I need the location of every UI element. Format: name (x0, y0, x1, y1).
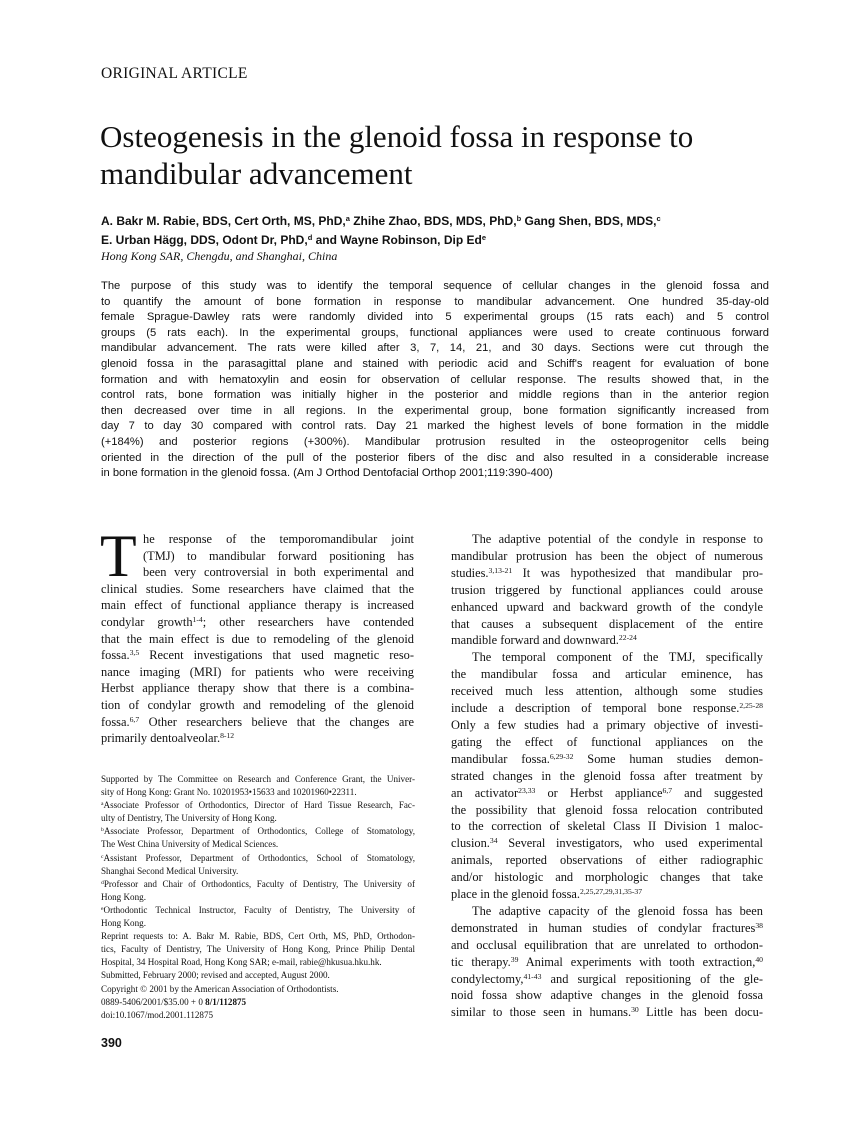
text-run: condylar growth (101, 614, 193, 629)
text-line (451, 649, 763, 666)
citation-superscript: 6,7 (662, 785, 673, 795)
text-line (101, 996, 415, 1009)
citation-superscript: 38 (755, 920, 763, 930)
text-line (101, 930, 415, 943)
bold-run: 8/1/112875 (205, 996, 247, 1007)
text-run: E. Urban Hägg, DDS, Odont Dr, PhD, (101, 233, 308, 247)
text-line (101, 279, 769, 295)
text-line (101, 548, 414, 565)
text-run: Hospital, 34 Hospital Road, Hong Kong SAR; e-mail, rabie@hkusua.hku.hk. (101, 957, 382, 968)
text-run: Associate Professor, Department of Orthodontics, College of Stomatology, (103, 826, 415, 837)
author-list (101, 212, 661, 250)
citation-superscript: c (656, 213, 661, 223)
text-run: that the main effect is due to remodeling of the glenoid (101, 631, 414, 646)
text-line (451, 937, 763, 954)
text-run: and Wayne Robinson, Dip Ed (312, 233, 482, 247)
text-run: tics, Faculty of Dentistry, The University of Hong Kong, Prince Philip Dental (101, 944, 415, 955)
text-run: tic therapy. (451, 954, 511, 969)
text-run: glenoid fossa in the parasagittal plane and stained with periodic acid and Schiff's reagent for evaluation of bone (101, 357, 769, 370)
text-line (451, 954, 763, 971)
citation-superscript: 40 (755, 954, 763, 964)
text-line (101, 581, 414, 598)
text-run: Copyright © 2001 by the American Association of Orthodontists. (101, 983, 339, 994)
text-line (451, 599, 763, 616)
text-line (451, 802, 763, 819)
text-run: fossa. (101, 648, 130, 663)
text-run: Orthodontic Technical Instructor, Faculty of Dentistry, The University of (103, 904, 415, 915)
text-run: in bone formation in the glenoid fossa. (Am J Orthod Dentofacial Orthop 2001;119:390-400) (101, 467, 553, 480)
text-run: Some human studies demon- (573, 751, 764, 766)
text-line (451, 987, 763, 1004)
text-run: Several investigators, who used experimental (497, 836, 763, 851)
text-run: trusion triggered by functional appliances could arouse (451, 582, 763, 597)
text-run: Zhihe Zhao, BDS, MDS, PhD, (349, 214, 517, 228)
page-number: 390 (101, 1036, 122, 1050)
text-run: or Herbst appliance (535, 785, 663, 800)
text-line (101, 597, 414, 614)
text-run: received much less attention, although some studies (451, 684, 763, 699)
text-run: control rats, bone formation was initially higher in the posterior and middle regions than in the anterior region (101, 389, 769, 402)
text-run: 0889-5406/2001/$35.00 + 0 (101, 996, 206, 1007)
text-run: demonstrated in human studies of condylar fractures (451, 920, 756, 935)
text-line (101, 680, 414, 697)
text-line (101, 647, 414, 664)
text-run: the mandibular fossa and articular eminence, has (451, 667, 763, 682)
text-run: then decreased over time in all regions. In the experimental group, bone formation significantly increased from (101, 404, 769, 417)
text-run: The West China University of Medical Sciences. (101, 839, 279, 850)
text-line (101, 838, 415, 851)
text-run: clinical studies. Some researchers have claimed that the (101, 581, 414, 596)
text-line (101, 891, 415, 904)
text-line (101, 730, 414, 747)
citation-superscript: a (101, 801, 104, 808)
text-run: oriented in the direction of the pull of the posterior fibers of the disc and also resulted in a considerable increase (101, 451, 769, 464)
text-run: Submitted, February 2000; revised and accepted, August 2000. (101, 970, 330, 981)
text-line (101, 773, 415, 786)
text-run: condylectomy, (451, 971, 524, 986)
text-run: (TMJ) to mandibular forward positioning has (143, 548, 414, 563)
footnotes (101, 773, 415, 1022)
text-line (101, 326, 769, 342)
text-run: (+184%) and posterior regions (+300%). Mandibular protrusion resulted in the osteoprogenitor cells being (101, 435, 769, 448)
author-line (101, 231, 661, 250)
text-run: and surgical repositioning of the gle- (541, 971, 763, 986)
text-line (101, 825, 415, 838)
section-label: ORIGINAL ARTICLE (101, 65, 248, 82)
text-run: include a description of temporal bone response. (451, 701, 740, 716)
text-run: mandibular protrusion has been the object of numerous (451, 548, 763, 563)
text-line (101, 878, 415, 891)
text-line (101, 451, 769, 467)
text-run: nance imaging (MRI) for patients who were receiving (101, 664, 414, 679)
text-run: and/or histologic and morphologic changes that take (451, 870, 763, 885)
citation-superscript: 2,25,27,29,31,35-37 (580, 886, 643, 896)
text-line (101, 904, 415, 917)
text-run: A. Bakr M. Rabie, BDS, Cert Orth, MS, PhD, (101, 214, 346, 228)
text-run: Herbst appliance therapy show that there is a combina- (101, 681, 414, 696)
text-run: an activator (451, 785, 519, 800)
citation-superscript: d (101, 879, 104, 886)
text-run: ; other researchers have contended (202, 614, 414, 629)
text-line (101, 419, 769, 435)
text-run: mandibular fossa. (451, 751, 550, 766)
text-run: doi:10.1067/mod.2001.112875 (101, 1009, 214, 1020)
text-line (451, 818, 763, 835)
text-line (451, 717, 763, 734)
text-run: The adaptive potential of the condyle in response to (472, 532, 763, 546)
text-run: animals, reported observations of either radiographic (451, 853, 763, 868)
text-line (451, 616, 763, 633)
text-run: female Sprague-Dawley rats were randomly divided into 5 experimental groups (15 rats each) and 5 control (101, 311, 769, 324)
text-line (101, 956, 415, 969)
title-line: Osteogenesis in the glenoid fossa in response to (100, 119, 694, 154)
text-line (101, 852, 415, 865)
text-line (101, 983, 415, 996)
text-line (101, 631, 414, 648)
text-run: The adaptive capacity of the glenoid fossa has been (472, 903, 763, 918)
citation-superscript: 6,29-32 (549, 751, 574, 761)
text-line (101, 614, 414, 631)
text-run: Little has been docu- (638, 1005, 763, 1020)
citation-superscript: e (101, 905, 104, 912)
text-line (101, 531, 414, 548)
text-run: clusion. (451, 836, 490, 851)
text-run: sity of Hong Kong: Grant No. 10201953•15633 and 10201960•22311. (101, 787, 357, 798)
citation-superscript: 41-43 (523, 971, 542, 981)
text-run: and suggested (672, 785, 764, 800)
text-run: main effect of functional appliance therapy is increased (101, 598, 414, 613)
text-line (101, 564, 414, 581)
text-line (101, 664, 414, 681)
text-line (101, 943, 415, 956)
title-line: mandibular advancement (100, 156, 413, 191)
text-line (451, 920, 763, 937)
text-run: Hong Kong. (101, 918, 146, 929)
citation-superscript: 34 (489, 836, 498, 846)
text-run: and occlusal equilibration that are unrelated to orthodon- (451, 937, 763, 952)
text-line (451, 768, 763, 785)
text-run: to quantify the amount of bone formation in response to mandibular advancement. One hundred 35-day-old (101, 295, 769, 308)
text-line (101, 388, 769, 404)
text-line (101, 466, 769, 482)
text-line (101, 295, 769, 311)
citation-superscript: 3,13-21 (488, 565, 513, 575)
text-line (101, 799, 415, 812)
text-line (451, 835, 763, 852)
text-run: Assistant Professor, Department of Orthodontics, School of Stomatology, (103, 852, 415, 863)
citation-superscript: b (516, 213, 522, 223)
text-line (101, 969, 415, 982)
text-run: to the correction of skeletal Class II Division 1 maloc- (451, 819, 763, 834)
text-run: day 7 to day 30 compared with control rats. Day 21 marked the highest levels of bone formation in the middle (101, 420, 769, 433)
citation-superscript: b (101, 827, 104, 834)
text-line (451, 886, 763, 903)
text-line (451, 903, 763, 920)
text-run: Supported by The Committee on Research and Conference Grant, the Univer- (101, 774, 415, 784)
text-run: Reprint requests to: A. Bakr M. Rabie, BDS, Cert Orth, MS, PhD, Orthodon- (101, 931, 415, 942)
text-run: mandible forward and downward. (451, 633, 619, 648)
text-run: Professor and Chair of Orthodontics, Faculty of Dentistry, The University of (103, 878, 415, 889)
text-run: Animal experiments with tooth extraction, (518, 954, 756, 969)
text-run: Gang Shen, BDS, MDS, (521, 214, 657, 228)
citation-superscript: 6,7 (129, 714, 140, 724)
text-run: Only a few studies had a primary objective of investi- (451, 717, 763, 732)
text-line (451, 683, 763, 700)
text-line (451, 632, 763, 649)
citation-superscript: 23,33 (518, 785, 536, 795)
abstract (101, 279, 769, 482)
text-line (101, 786, 415, 799)
citation-superscript: e (481, 232, 487, 242)
text-run: he response of the temporomandibular joint (143, 532, 414, 546)
text-run: strated changes in the glenoid fossa after treatment by (451, 768, 763, 783)
text-line (101, 373, 769, 389)
text-line (101, 357, 769, 373)
text-line (451, 531, 763, 548)
text-line (101, 341, 769, 357)
text-run: groups (5 rats each). In the experimental groups, functional appliances were used to create continuous forward (101, 326, 769, 339)
text-run: The purpose of this study was to identify the temporal sequence of cellular changes in the glenoid fossa and (101, 280, 769, 292)
text-run: mandibular advancement. The rats were killed after 3, 7, 14, 21, and 30 days. Sections were cut through the (101, 342, 769, 355)
text-line (101, 697, 414, 714)
text-line (101, 404, 769, 420)
text-run: It was hypothesized that mandibular pro- (512, 565, 763, 580)
text-run: Associate Professor of Orthodontics, Director of Hard Tissue Research, Fac- (103, 800, 415, 811)
text-run: the possibility that glenoid fossa relocation contributed (451, 802, 763, 817)
text-run: studies. (451, 565, 489, 580)
text-line (451, 548, 763, 565)
text-line (451, 852, 763, 869)
text-run: that causes a subsequent displacement of the entire (451, 616, 763, 631)
text-run: noid fossa show adaptive changes in the glenoid fossa (451, 988, 763, 1003)
text-line (451, 751, 763, 768)
citation-superscript: 3,5 (129, 647, 140, 657)
text-line (101, 1009, 415, 1022)
body-column-left (100, 523, 414, 747)
text-line (101, 310, 769, 326)
text-run: been very controversial in both experimental and (143, 565, 414, 580)
citation-superscript: 22-24 (618, 633, 637, 643)
text-run: fossa. (101, 714, 130, 729)
article-title (100, 118, 800, 192)
text-line (451, 785, 763, 802)
text-run: Hong Kong. (101, 891, 146, 902)
text-line (451, 666, 763, 683)
text-line (451, 700, 763, 717)
text-line (101, 865, 415, 878)
text-run: Shanghai Second Medical University. (101, 865, 239, 876)
text-run: Recent investigations that used magnetic reso- (139, 648, 414, 663)
text-line (101, 714, 414, 731)
text-line (451, 1004, 763, 1021)
text-line (101, 435, 769, 451)
text-line (101, 917, 415, 930)
text-run: tion of condylar growth and remodeling of the glenoid (101, 697, 414, 712)
citation-superscript: c (101, 853, 104, 860)
text-line (451, 565, 763, 582)
text-run: gating the effect of functional appliances on the (451, 734, 763, 749)
text-line (101, 812, 415, 825)
text-run: formation and with hematoxylin and eosin for observation of cellular response. The results showed that, in the (101, 373, 769, 386)
text-run: enhanced upward and backward growth of the condyle (451, 599, 763, 614)
citation-superscript: 39 (510, 954, 519, 964)
citation-superscript: d (307, 232, 313, 242)
text-run: primarily dentoalveolar. (101, 731, 221, 746)
text-line (451, 734, 763, 751)
author-line (101, 212, 661, 231)
text-run: ulty of Dentistry, The University of Hong Kong. (101, 813, 277, 824)
body-column-right (451, 531, 763, 1021)
text-run: place in the glenoid fossa. (451, 887, 581, 902)
citation-superscript: 30 (631, 1005, 639, 1015)
citation-superscript: 8-12 (220, 730, 235, 740)
text-run: similar to those seen in humans. (451, 1005, 632, 1020)
text-line (451, 582, 763, 599)
text-line (451, 971, 763, 988)
text-run: The temporal component of the TMJ, specifically (472, 650, 763, 665)
citation-superscript: 1-4 (192, 614, 203, 624)
affiliation: Hong Kong SAR, Chengdu, and Shanghai, China (101, 249, 338, 263)
text-run: Other researchers believe that the changes are (139, 714, 414, 729)
citation-superscript: 2,25-28 (739, 700, 763, 710)
drop-cap: T (100, 523, 137, 589)
text-line (451, 869, 763, 886)
citation-superscript: a (345, 213, 350, 223)
